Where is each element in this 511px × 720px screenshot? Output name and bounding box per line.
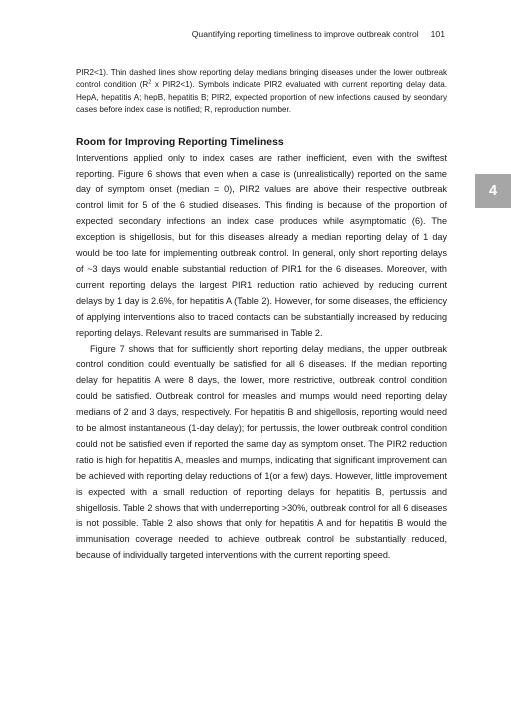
- chapter-tab: [475, 174, 511, 208]
- body-paragraph: Interventions applied only to index cases are rather inefficient, even with the swiftest reporting. Figure 6 shows that even when a case is (unrealistically) reported on the same day of symptom onset (median = 0), PIR2 values are above their respective outbreak control limit for 5 of the 6 studied diseases. This finding is because of the proportion of expected secondary infections an index case produces while asymptomatic (6). The exception is shigellosis, but for this diseases already a median reporting delay of 1 day would be too late for implementing outbreak control. In general, only short reporting delays of ~3 days would enable substantial reduction of PIR1 for the 6 diseases. Moreover, with current reporting delays the largest PIR1 reduction ratio achieved by reducing current delays by 1 day is 2.6%, for hepatitis A (Table 2). However, for some diseases, the efficiency of applying interventions also to traced contacts can be substantially increased by reducing reporting delays. Relevant results are summarised in Table 2.: [76, 152, 447, 338]
- page-body: [76, 67, 447, 564]
- figure-caption: [76, 67, 447, 117]
- caption-text-1: PIR2<1). Thin dashed lines show reporting delay medians bringing diseases under the lower outbreak control condition (R: [76, 68, 447, 90]
- running-head-title: Quantifying reporting timeliness to improve outbreak control: [191, 29, 419, 39]
- body-paragraph: Figure 7 shows that for sufficiently short reporting delay medians, the upper outbreak control condition could eventually be satisfied for all 6 diseases. If the median reporting delay for hepatitis A were 8 days, the lower, more restrictive, outbreak control condition could be satisfied. Outbreak control for measles and mumps would need reporting delay medians of 2 and 3 days, respectively. For hepatitis B and shigellosis, reporting would need to be almost instantaneous (1-day delay); for pertussis, the lower outbreak control condition could not be satisfied even if reported the same day as symptom onset. The PIR2 reduction ratio is high for hepatitis A, measles and mumps, indicating that significant improvement can be achieved with reporting delay reductions of 1(or a few) days. However, little improvement is expected with a small reduction of reporting delays for hepatitis B, pertussis and shigellosis. Table 2 shows that with underreporting >30%, outbreak control for all 6 diseases is not possible. Table 2 also shows that only for hepatitis A and for hepatitis B would the immunisation coverage needed to achieve outbreak control be substantially reduced, because of individually targeted interventions with the current reporting speed.: [76, 343, 447, 561]
- caption-superscript: 2: [148, 79, 152, 86]
- page-number: 101: [430, 29, 445, 39]
- chapter-number: 4: [488, 183, 498, 199]
- caption-text-2: x PIR2<1). Symbols indicate PIR2 evaluated with current reporting delay data. HepA, hepatitis A; hepB, hepatitis B; PIR2, expected proportion of new infections caused by seondary cases before index case is notified; R, reproduction number.: [76, 80, 447, 115]
- section-heading: Room for Improving Reporting Timeliness: [76, 136, 284, 148]
- running-head: [0, 29, 445, 39]
